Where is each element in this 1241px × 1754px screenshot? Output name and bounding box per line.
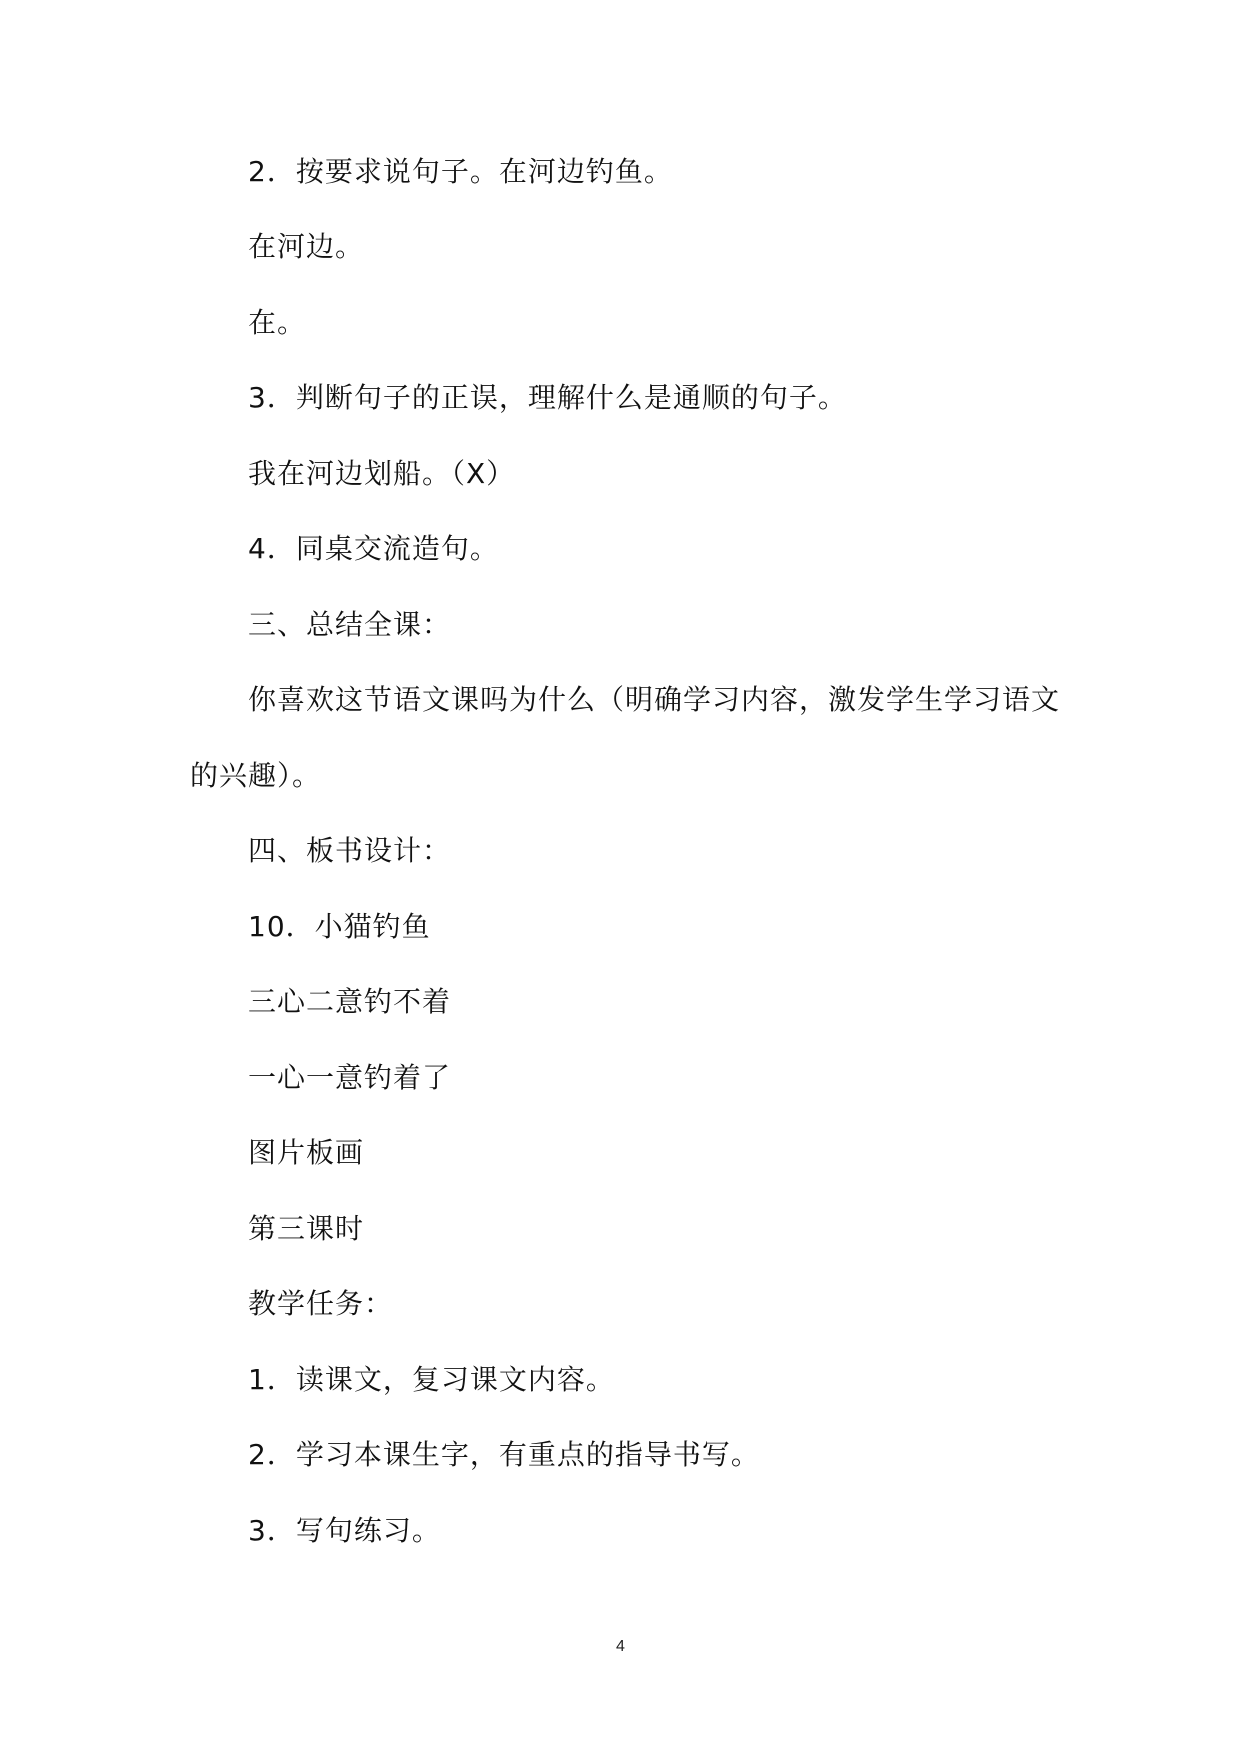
section-heading-3: 三、总结全课： [248, 608, 452, 641]
board-title: 10．小猫钓鱼 [248, 910, 431, 943]
board-line-1: 三心二意钓不着 [248, 985, 452, 1018]
section-heading-4: 四、板书设计： [248, 834, 452, 867]
tasks-heading: 教学任务： [248, 1287, 394, 1320]
paragraph-4: 3．判断句子的正误，理解什么是通顺的句子。 [248, 381, 847, 414]
paragraph-7-continued: 的兴趣）。 [190, 759, 322, 792]
task-item-2: 2．学习本课生字，有重点的指导书写。 [248, 1438, 760, 1471]
paragraph-6: 4．同桌交流造句。 [248, 532, 499, 565]
task-item-3: 3．写句练习。 [248, 1514, 441, 1547]
lesson-heading: 第三课时 [248, 1212, 365, 1245]
board-line-2: 一心一意钓着了 [248, 1061, 452, 1094]
paragraph-2: 在河边。 [248, 230, 365, 263]
paragraph-1: 2．按要求说句子。在河边钓鱼。 [248, 155, 673, 188]
board-line-3: 图片板画 [248, 1136, 365, 1169]
task-item-1: 1．读课文，复习课文内容。 [248, 1363, 615, 1396]
page-number: 4 [616, 1638, 625, 1655]
paragraph-3: 在。 [248, 306, 307, 339]
paragraph-7: 你喜欢这节语文课吗为什么（明确学习内容，激发学生学习语文 [248, 683, 1061, 716]
paragraph-5: 我在河边划船。（X） [248, 457, 516, 490]
